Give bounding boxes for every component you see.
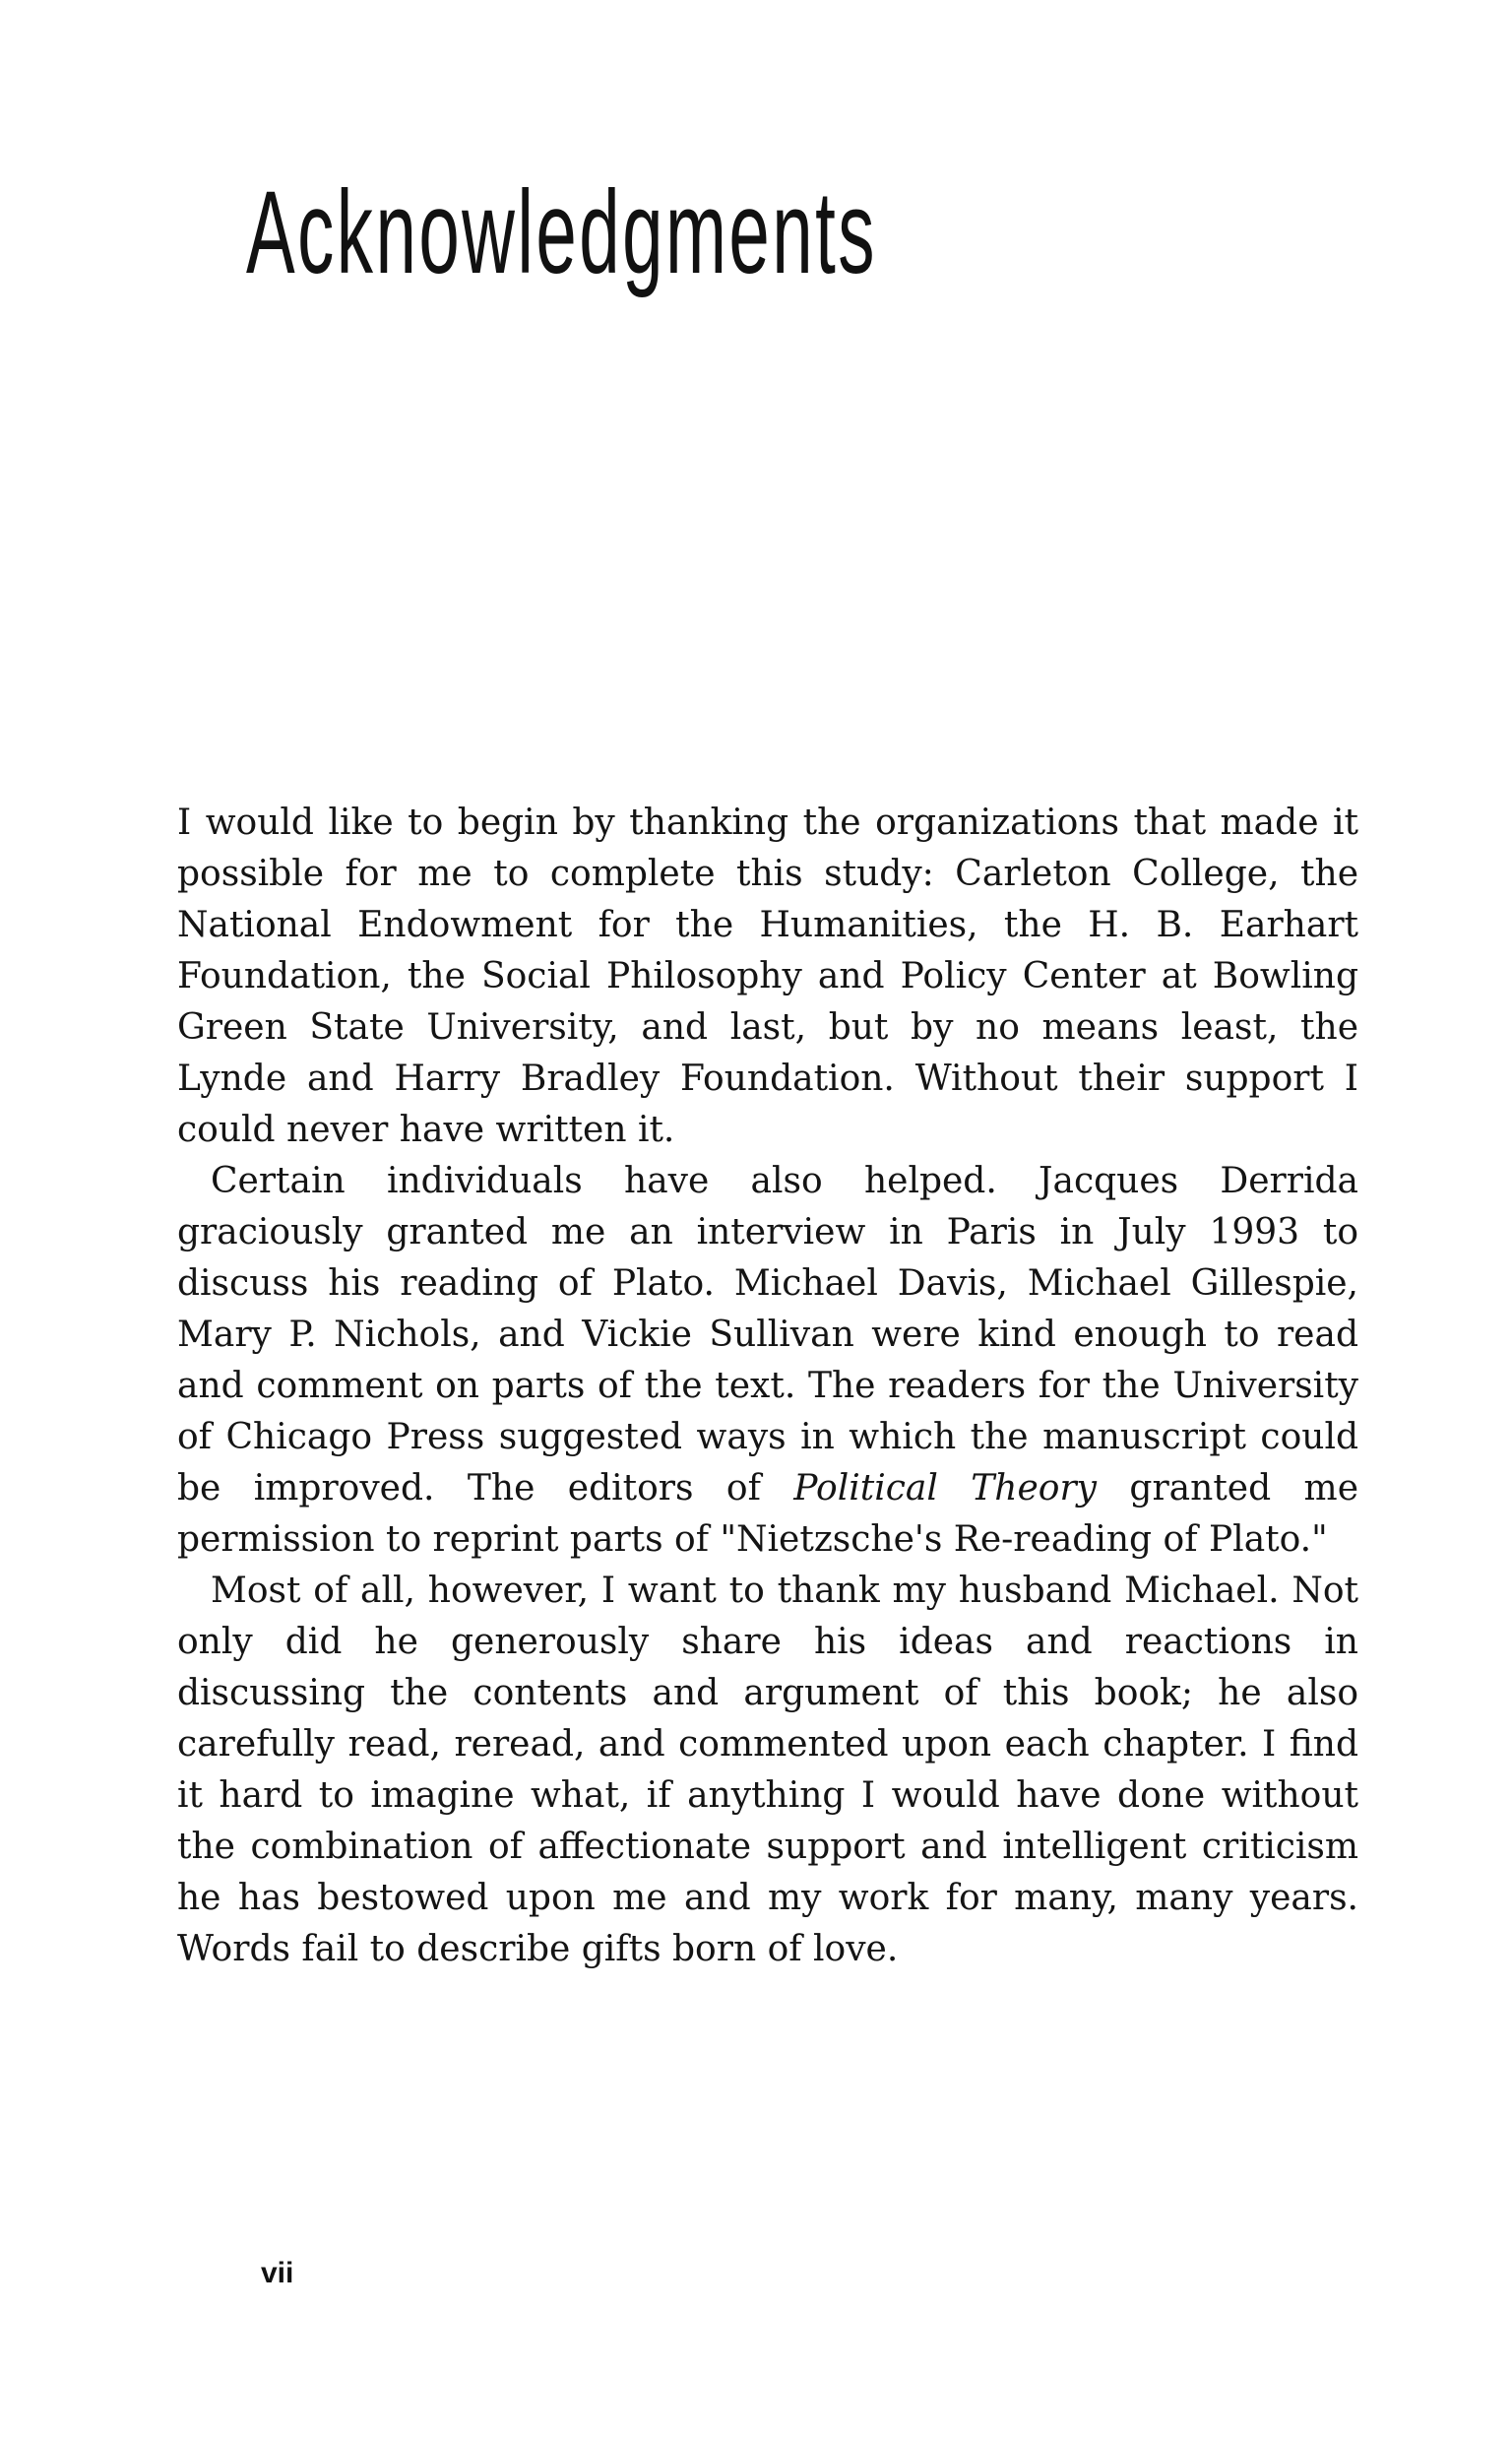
paragraph-husband: Most of all, however, I want to thank my husband Michael. Not only did he generously share his ideas and reactions in discussing the contents and argument of this book; he also carefully read, reread, and commented upon each chapter. I find it hard to imagine what, if anything I would have done without the combination of affectionate support and intelligent criticism he has bestowed upon me and my work for many, many years. Words fail to describe gifts born of love. [177,1571,1358,1969]
acknowledgments-body [177,798,1358,1975]
paragraph-individuals-text-before: Certain individuals have also helped. Jacques Derrida graciously granted me an interview in Paris in July 1993 to discuss his reading of Plato. Michael Davis, Michael Gillespie, Mary P. Nichols, and Vickie Sullivan were kind enough to read and comment on parts of the text. The readers for the University of Chicago Press suggested ways in which the manuscript could be improved. The editors of [177,1161,1358,1508]
page-title: Acknowledgments [246,166,877,299]
journal-title: Political Theory [793,1468,1098,1508]
paragraph-organizations: I would like to begin by thanking the organizations that made it possible for me to complete this study: Carleton College, the National Endowment for the Humanities, the H. B. Earhart Foundation, the Social Philosophy and Policy Center at Bowling Green State University, and last, but by no means least, the Lynde and Harry Bradley Foundation. Without their support I could never have written it. [177,802,1358,1150]
paragraph-individuals [177,1156,1358,1566]
page-number: vii [261,2257,294,2289]
paragraph-individuals-text-after: granted me permission to reprint parts of "Nietzsche's Re-reading of Plato." [177,1468,1358,1560]
